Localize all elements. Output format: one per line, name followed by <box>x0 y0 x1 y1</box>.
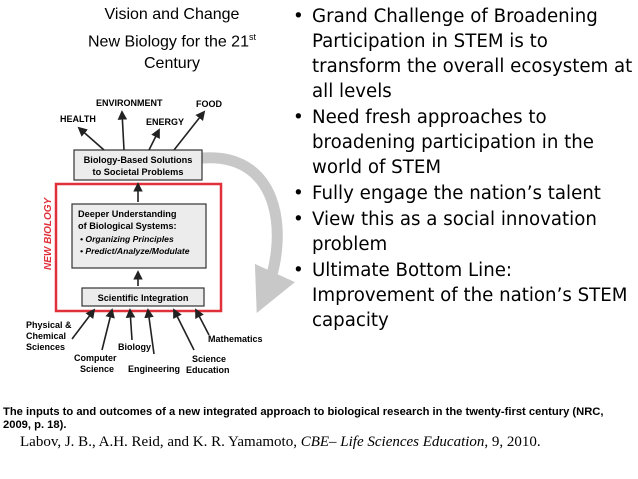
solutions-box-line-1: Biology-Based Solutions <box>83 155 193 165</box>
outcome-energy: ENERGY <box>146 117 185 127</box>
input-science-education-1: Science <box>192 354 227 364</box>
figure-caption: The inputs to and outcomes of a new integrated approach to biological research in the twenty-first century (NRC, 2009, p. 18). <box>3 406 604 431</box>
bullet-item: • Fully engage the nation’s talent <box>290 181 635 206</box>
input-engineering: Engineering <box>128 364 181 374</box>
input-biology: Biology <box>118 342 151 352</box>
input-computer-1: Computer <box>74 353 117 363</box>
new-biology-label: NEW BIOLOGY <box>43 197 54 270</box>
bullet-item: • Need fresh approaches to broadening participation in the world of STEM <box>290 105 635 180</box>
outcome-food: FOOD <box>196 99 222 109</box>
title-line-3: Century <box>143 55 201 73</box>
slide-title <box>50 4 294 75</box>
solutions-box-line-2: to Societal Problems <box>92 167 184 177</box>
feedback-arrow <box>202 158 277 297</box>
input-computer-2: Science <box>80 364 115 374</box>
integration-box-label: Scientific Integration <box>97 293 189 303</box>
bullet-item: • Grand Challenge of Broadening Participation in STEM is to transform the overall ecosystem at all levels <box>290 4 635 104</box>
input-physical-1: Physical & <box>26 320 72 330</box>
bullet-item: • Ultimate Bottom Line: Improvement of the nation’s STEM capacity <box>290 258 635 333</box>
title-line-2: New Biology for the 21st <box>88 32 256 51</box>
input-science-education-2: Education <box>186 365 230 375</box>
input-physical-3: Sciences <box>26 342 66 352</box>
outcome-health: HEALTH <box>60 114 96 124</box>
understanding-item-2: • Predict/Analyze/Modulate <box>80 246 190 256</box>
title-line-1: Vision and Change <box>104 6 240 23</box>
understanding-heading-2: of Biological Systems: <box>78 221 177 231</box>
citation: Labov, J. B., A.H. Reid, and K. R. Yamamoto, CBE– Life Sciences Education, 9, 2010. <box>20 434 541 450</box>
input-physical-2: Chemical <box>26 331 67 341</box>
citation-journal: CBE– Life Sciences Education <box>300 434 485 450</box>
bullet-item: • View this as a social innovation problem <box>290 207 635 257</box>
new-biology-diagram <box>24 92 304 382</box>
outcome-environment: ENVIRONMENT <box>96 98 163 108</box>
understanding-item-1: • Organizing Principles <box>80 234 174 244</box>
understanding-heading-1: Deeper Understanding <box>78 209 177 219</box>
outcome-arrows <box>79 112 204 150</box>
input-mathematics: Mathematics <box>208 334 263 344</box>
bullet-list <box>290 4 635 334</box>
